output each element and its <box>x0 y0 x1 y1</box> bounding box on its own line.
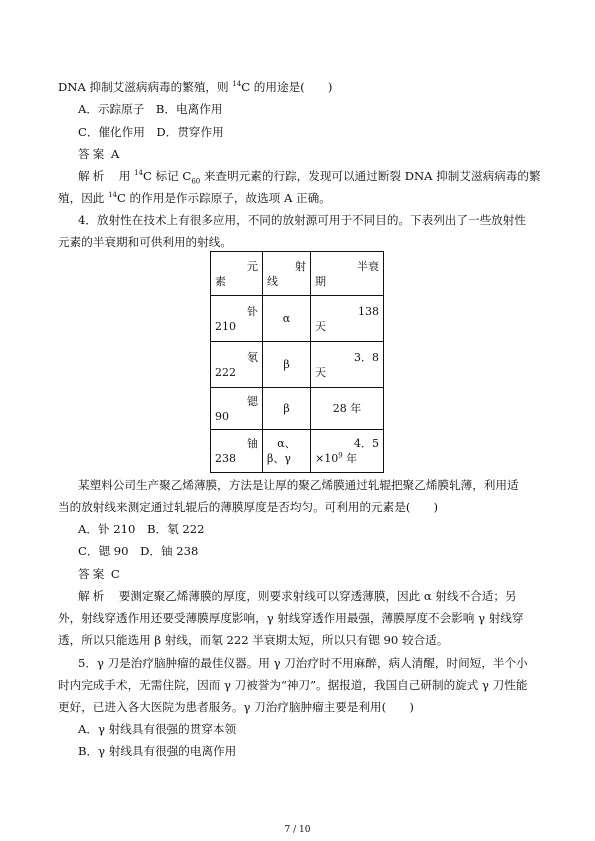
q5-stem-line-3: 更好，已进入各大医院为患者服务。γ 刀治疗脑肿瘤主要是利用( ) <box>58 700 414 714</box>
element-name: 锶 <box>247 394 258 408</box>
q4-stem-line-1: 4．放射性在技术上有很多应用，不同的放射源可用于不同目的。下表列出了一些放射性 <box>78 213 526 227</box>
cell-ray: α <box>263 296 311 342</box>
header-text: 素 <box>215 274 226 288</box>
q3-stem-text: DNA 抑制艾滋病病毒的繁殖，则 <box>58 80 233 94</box>
mass-number: 90 <box>215 409 229 423</box>
table-row <box>211 388 384 430</box>
header-text: 期 <box>315 274 326 288</box>
cell-half-life: 28 年 <box>311 388 384 430</box>
q5-stem-line-2: 时内完成手术，无需住院，因而 γ 刀被誉为“神刀”。据报道，我国自己研制的旋式 γ 刀性能 <box>58 678 528 692</box>
isotope-table <box>210 251 384 473</box>
header-text: 元 <box>247 259 258 273</box>
cell-half-life <box>311 296 384 342</box>
half-life-unit: 天 <box>315 319 326 333</box>
isotope-mass-number: 14 <box>108 191 117 200</box>
cell-ray: β <box>263 388 311 430</box>
element-name: 钋 <box>247 304 258 318</box>
cell-element <box>211 430 263 473</box>
cell-element <box>211 388 263 430</box>
cell-element <box>211 342 263 388</box>
q3-stem-text-end: C 的用途是( ) <box>241 80 333 94</box>
page-number: 7 / 10 <box>284 825 311 835</box>
subscript-number: 60 <box>191 177 201 186</box>
q5-option-b: B．γ 射线具有很强的电离作用 <box>78 744 237 758</box>
header-half-life <box>311 252 384 296</box>
q4-answer <box>78 566 120 582</box>
q3-explanation-line-2 <box>58 190 331 206</box>
element-name: 铀 <box>247 437 258 450</box>
isotope-mass-number: 14 <box>232 80 242 89</box>
half-life-unit: 天 <box>315 365 326 379</box>
explanation-text: 用 <box>107 169 135 183</box>
answer-value: A <box>110 147 120 161</box>
isotope-mass-number: 14 <box>134 169 143 178</box>
explanation-text: 要测定聚乙烯薄膜的厚度，则要求射线可以穿透薄膜，因此 α 射线不合适；另 <box>107 589 517 603</box>
cell-half-life <box>311 430 384 473</box>
q4-options-row-1: A．钋 210 B．氡 222 <box>78 522 205 536</box>
table-row <box>211 342 384 388</box>
half-life-unit: 年 <box>342 452 358 465</box>
q4-stem-line-2: 元素的半衰期和可供利用的射线。 <box>58 235 232 249</box>
table-row <box>211 430 384 473</box>
answer-value: C <box>110 567 120 581</box>
mass-number: 238 <box>215 452 236 465</box>
q3-explanation-line-1 <box>78 168 541 184</box>
explanation-label: 解析 <box>78 169 108 183</box>
explanation-text: 殖，因此 <box>58 191 109 205</box>
half-life-value: 4．5 <box>354 437 379 450</box>
cell-ray: β <box>263 342 311 388</box>
table-header-row <box>211 252 384 296</box>
q4-explanation-line-2: 外，射线穿透作用还要受薄膜厚度影响，γ 射线穿透作用最强，薄膜厚度不会影响 γ 射线穿 <box>58 611 524 625</box>
q4-explanation-line-1 <box>78 588 517 604</box>
explanation-text: 来查明元素的行踪，发现可以通过断裂 DNA 抑制艾滋病病毒的繁 <box>200 169 541 183</box>
header-text: 射 <box>295 259 306 273</box>
table-row <box>211 296 384 342</box>
ray-type: β、γ <box>267 452 291 465</box>
explanation-text: C 的作用是作示踪原子，故选项 A 正确。 <box>116 191 331 205</box>
q4-explanation-line-3: 透，所以只能选用 β 射线，而氡 222 半衰期太短，所以只有锶 90 较合适。 <box>58 633 449 647</box>
explanation-label: 解析 <box>78 589 108 603</box>
half-life-base: ×10 <box>315 452 339 465</box>
cell-element <box>211 296 263 342</box>
ray-type: α、 <box>277 437 296 450</box>
cell-half-life <box>311 342 384 388</box>
half-life-value: 138 <box>358 304 379 318</box>
q5-option-a: A．γ 射线具有很强的贯穿本领 <box>78 722 237 736</box>
q3-answer <box>78 146 119 162</box>
header-element <box>211 252 263 296</box>
q5-stem-line-1: 5．γ 刀是治疗脑肿瘤的最佳仪器。用 γ 刀治疗时不用麻醉，病人清醒，时间短，半个小 <box>78 656 528 670</box>
header-ray <box>263 252 311 296</box>
header-text: 半衰 <box>357 259 379 273</box>
q3-stem-line <box>58 79 332 95</box>
half-life-value <box>315 451 379 466</box>
q4-body-line-2: 当的放射线来测定通过轧辊后的薄膜厚度是否均匀。可利用的元素是( ) <box>58 500 439 514</box>
cell-ray <box>263 430 311 473</box>
q4-body-line-1: 某塑料公司生产聚乙烯薄膜，方法是让厚的聚乙烯膜通过轧辊把聚乙烯膜轧薄，利用适 <box>78 478 519 492</box>
element-name: 氡 <box>247 350 258 364</box>
answer-label: 答案 <box>78 147 108 161</box>
exponent: 9 <box>338 451 343 460</box>
mass-number: 210 <box>215 319 236 333</box>
q4-options-row-2: C．锶 90 D．铀 238 <box>78 544 199 558</box>
answer-label: 答案 <box>78 567 108 581</box>
half-life-value: 3．8 <box>354 350 379 364</box>
explanation-text: C 标记 C <box>143 169 192 183</box>
q3-options-row-1: A．示踪原子 B．电离作用 <box>78 102 223 116</box>
mass-number: 222 <box>215 365 236 379</box>
q3-options-row-2: C．催化作用 D．贯穿作用 <box>78 125 224 139</box>
header-text: 线 <box>267 274 278 288</box>
